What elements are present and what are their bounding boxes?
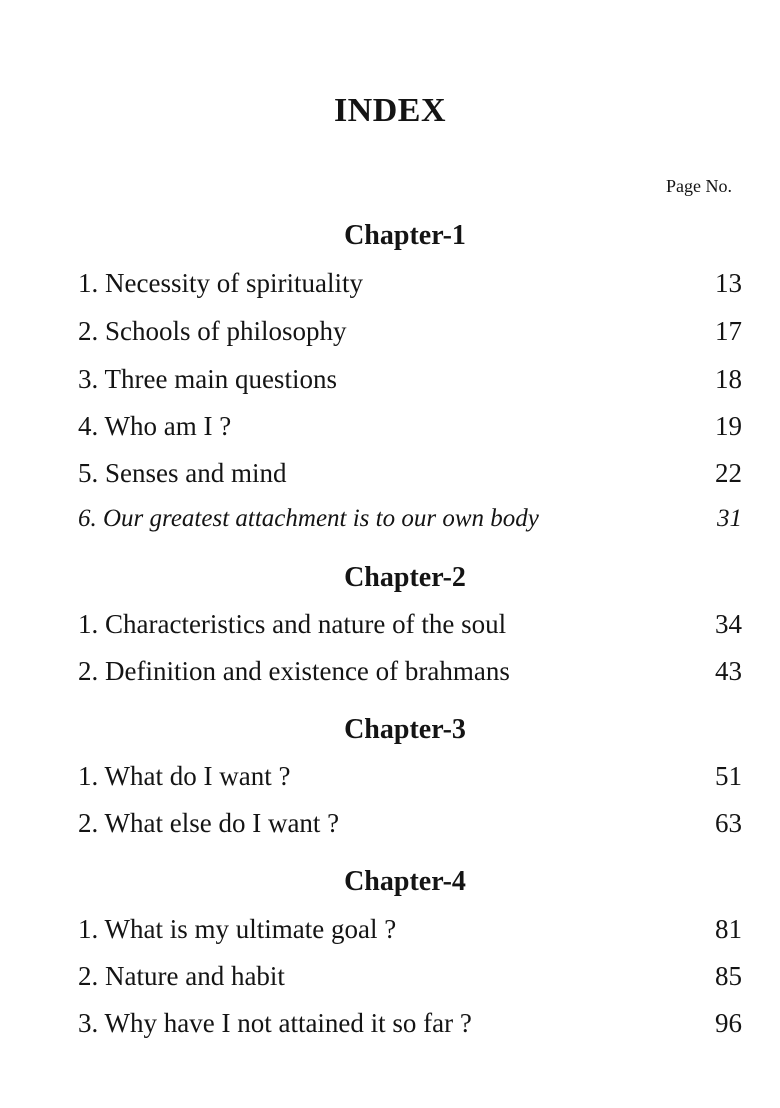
entry-page-number: 31	[717, 505, 742, 532]
index-entry	[78, 364, 742, 404]
entry-page-number: 63	[715, 808, 742, 838]
index-entry	[78, 1008, 742, 1048]
entry-page-number: 34	[715, 609, 742, 639]
index-entry	[78, 961, 742, 1001]
entry-page-number: 81	[715, 914, 742, 944]
entry-title: 3. Why have I not attained it so far ?	[78, 1008, 472, 1038]
entry-title: 1. Necessity of spirituality	[78, 268, 363, 298]
entry-page-number: 51	[715, 761, 742, 791]
entry-page-number: 22	[715, 458, 742, 488]
entry-title: 2. Nature and habit	[78, 961, 285, 991]
index-entry	[78, 458, 742, 498]
entry-title: 2. Schools of philosophy	[78, 316, 347, 346]
entry-title: 3. Three main questions	[78, 364, 337, 394]
entry-title: 1. Characteristics and nature of the soul	[78, 609, 507, 639]
entry-page-number: 18	[715, 364, 742, 394]
page-title: INDEX	[333, 92, 447, 129]
entry-title: 2. Definition and existence of brahmans	[78, 656, 510, 686]
page-number-column-header: Page No.	[666, 176, 732, 196]
index-entry	[78, 505, 742, 545]
index-entry	[78, 411, 742, 451]
index-entry	[78, 316, 742, 356]
entry-page-number: 43	[715, 656, 742, 686]
chapter-heading: Chapter-2	[344, 562, 466, 593]
entry-page-number: 96	[715, 1008, 742, 1038]
entry-title: 1. What is my ultimate goal ?	[78, 914, 397, 944]
entry-page-number: 17	[715, 316, 742, 346]
index-entry	[78, 761, 742, 801]
entry-title: 1. What do I want ?	[78, 761, 291, 791]
entry-page-number: 85	[715, 961, 742, 991]
entry-title: 4. Who am I ?	[78, 411, 232, 441]
entry-page-number: 19	[715, 411, 742, 441]
entry-page-number: 13	[715, 268, 742, 298]
chapter-heading: Chapter-1	[344, 220, 466, 251]
index-entry	[78, 268, 742, 308]
chapter-heading: Chapter-4	[344, 866, 466, 897]
entry-title: 6. Our greatest attachment is to our own body	[78, 505, 539, 532]
entry-title: 5. Senses and mind	[78, 458, 287, 488]
entry-title: 2. What else do I want ?	[78, 808, 340, 838]
index-entry	[78, 656, 742, 696]
index-entry	[78, 808, 742, 848]
chapter-heading: Chapter-3	[344, 714, 466, 745]
index-entry	[78, 914, 742, 954]
index-entry	[78, 609, 742, 649]
